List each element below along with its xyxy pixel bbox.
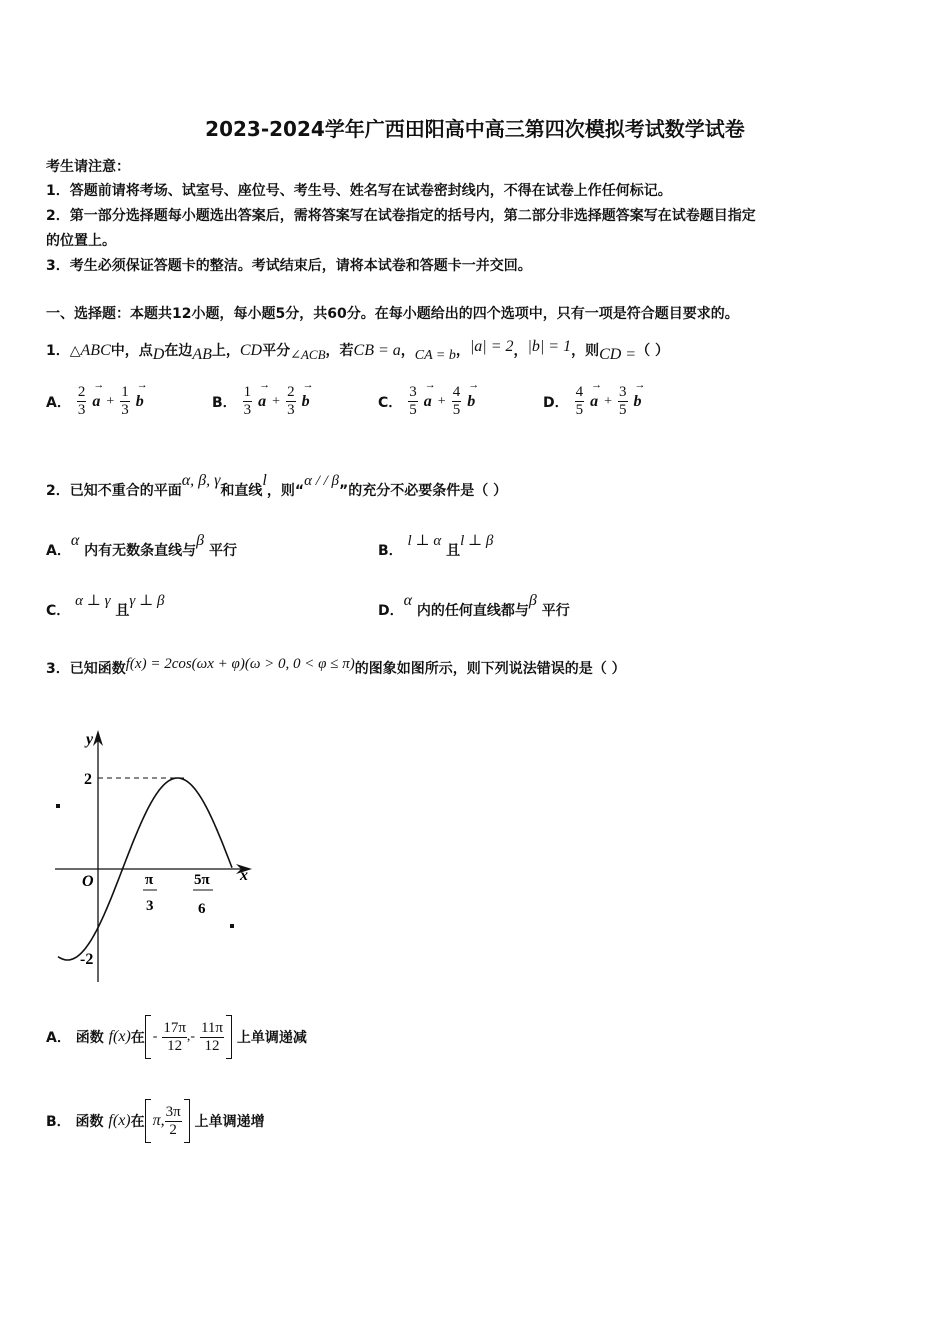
cosine-graph bbox=[40, 720, 270, 990]
q1-option-d[interactable]: D． $\frac{4}{5}$ → a + $\frac{3}{5}$ → b bbox=[543, 384, 642, 419]
notice-item: 的位置上。 bbox=[46, 233, 116, 249]
origin-label: O bbox=[82, 873, 94, 890]
notice-heading: 考生请注意： bbox=[46, 159, 130, 175]
section-heading: 一、选择题：本题共12小题，每小题5分，共60分。在每小题给出的四个选项中，只有一项是符合题目要求的。 bbox=[46, 306, 739, 322]
tick2-numerator: 5π bbox=[194, 872, 210, 888]
q2-option-c[interactable]: C． α ⊥ γ 且γ ⊥ β bbox=[46, 593, 165, 619]
y-axis-label: y bbox=[86, 731, 94, 748]
curve-end-point bbox=[230, 924, 234, 928]
tick2-denominator: 6 bbox=[198, 901, 206, 917]
q1-option-b[interactable]: B． $\frac{1}{3}$ → a + $\frac{2}{3}$ → b bbox=[212, 384, 310, 419]
q2-option-d[interactable]: D．α 内的任何直线都与β 平行 bbox=[378, 592, 570, 619]
notice-item: 1．答题前请将考场、试室号、座位号、考生号、姓名写在试卷密封线内，不得在试卷上作任何标记。 bbox=[46, 183, 672, 199]
q1-option-c[interactable]: C． $\frac{3}{5}$ → a + $\frac{4}{5}$ → b bbox=[378, 384, 475, 419]
q2-option-b[interactable]: B． l ⊥ α 且l ⊥ β bbox=[378, 533, 494, 559]
notice-item: 3．考生必须保证答题卡的整洁。考试结束后，请将本试卷和答题卡一并交回。 bbox=[46, 258, 532, 274]
q3-option-b[interactable]: B． 函数 f(x) 在 π, $\frac{3\pi}{2}$ 上单调递增 bbox=[46, 1099, 265, 1143]
x-axis-label: x bbox=[240, 867, 248, 884]
question-2: 2．已知不重合的平面α, β, γ和直线l，则“α / / β”的充分不必要条件是（ ） bbox=[46, 472, 508, 499]
y-min-label: -2 bbox=[80, 951, 94, 968]
tick1-numerator: π bbox=[145, 872, 154, 888]
question-3: 3．已知函数f(x) = 2cos(ωx + φ)(ω > 0, 0 < φ ≤ π)的图象如图所示，则下列说法错误的是（ ） bbox=[46, 656, 626, 677]
y-max-label: 2 bbox=[84, 771, 92, 788]
question-1: 1．△ABC中，点D在边AB上，CD平分∠ACB，若CB = a，CA = b，|a| = 2，|b| = 1，则CD =（ ） bbox=[46, 338, 669, 363]
notice-item: 2．第一部分选择题每小题选出答案后，需将答案写在试卷指定的括号内，第二部分非选择题答案写在试卷题目指定 bbox=[46, 208, 756, 224]
q1-option-a[interactable]: A． $\frac{2}{3}$ → a + $\frac{1}{3}$ → b bbox=[46, 384, 144, 419]
curve-start-point bbox=[56, 804, 60, 808]
page-title: 2023-2024学年广西田阳高中高三第四次模拟考试数学试卷 bbox=[205, 117, 745, 141]
q3-option-a[interactable]: A． 函数 f(x) 在 - $\frac{17\pi}{12}$ , - $\frac{11\pi}{12}$ 上单调递减 bbox=[46, 1015, 307, 1059]
q2-option-a[interactable]: A．α 内有无数条直线与β 平行 bbox=[46, 532, 237, 559]
tick1-denominator: 3 bbox=[146, 898, 154, 914]
